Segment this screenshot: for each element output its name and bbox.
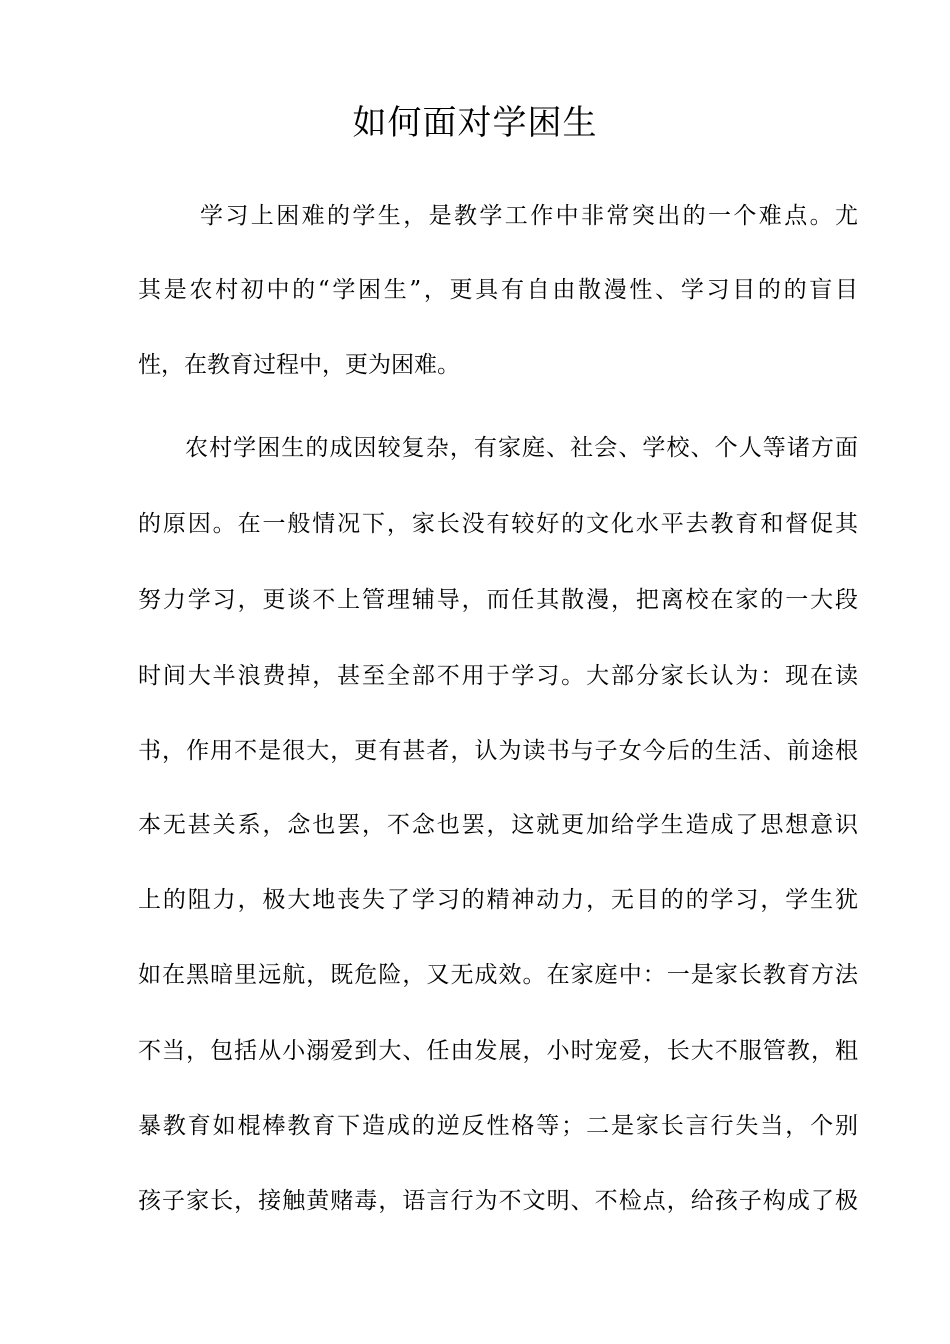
paragraph-2-line-3: 努力学习，更谈不上管理辅导，而任其散漫，把离校在家的一大段 (138, 587, 858, 613)
paragraph-2-line-8: 如在黑暗里远航，既危险，又无成效。在家庭中：一是家长教育方法 (138, 962, 858, 988)
paragraph-2-line-6: 本无甚关系，念也罢，不念也罢，这就更加给学生造成了思想意识 (138, 812, 858, 838)
paragraph-1-line-3: 性，在教育过程中，更为困难。 (138, 352, 460, 378)
paragraph-2-line-1: 农村学困生的成因较复杂，有家庭、社会、学校、个人等诸方面 (185, 435, 858, 461)
paragraph-1-line-2: 其是农村初中的“学困生”，更具有自由散漫性、学习目的的盲目 (138, 277, 858, 303)
paragraph-2-line-5: 书，作用不是很大，更有甚者，认为读书与子女今后的生活、前途根 (138, 738, 858, 764)
document-title: 如何面对学困生 (352, 103, 598, 143)
paragraph-2-line-11: 孩子家长，接触黄赌毒，语言行为不文明、不检点，给孩子构成了极 (138, 1188, 858, 1214)
paragraph-1-line-1: 学习上困难的学生，是教学工作中非常突出的一个难点。尤 (200, 203, 858, 229)
paragraph-2-line-2: 的原因。在一般情况下，家长没有较好的文化水平去教育和督促其 (138, 511, 858, 537)
paragraph-2-line-10: 暴教育如棍棒教育下造成的逆反性格等；二是家长言行失当，个别 (138, 1113, 858, 1139)
paragraph-2-line-4: 时间大半浪费掉，甚至全部不用于学习。大部分家长认为：现在读 (138, 663, 858, 689)
paragraph-2-line-7: 上的阻力，极大地丧失了学习的精神动力，无目的的学习，学生犹 (138, 887, 858, 913)
paragraph-2-line-9: 不当，包括从小溺爱到大、任由发展，小时宠爱，长大不服管教，粗 (138, 1038, 858, 1064)
